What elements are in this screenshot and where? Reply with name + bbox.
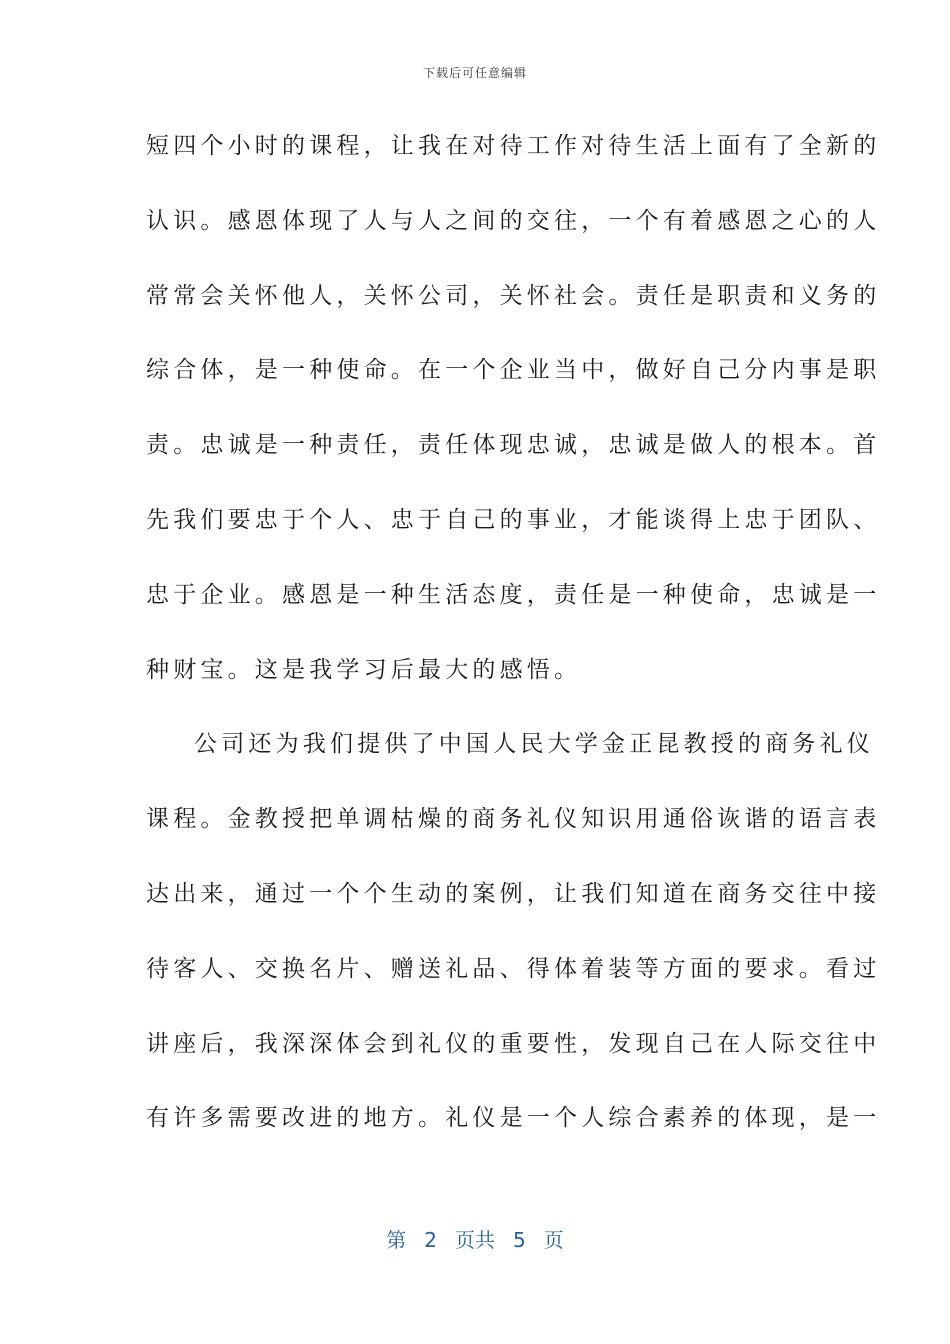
footer-suffix: 页 — [543, 1228, 564, 1252]
text-line: 先我们要忠于个人、忠于自己的事业，才能谈得上忠于团队、 — [146, 506, 881, 533]
current-page-number: 2 — [424, 1228, 437, 1252]
text-line: 综合体，是一种使命。在一个企业当中，做好自己分内事是职 — [146, 357, 881, 384]
footer-middle: 页共 — [455, 1228, 495, 1252]
text-line: 忠于企业。感恩是一种生活态度，责任是一种使命，忠诚是一 — [146, 581, 881, 608]
text-line: 达出来，通过一个个生动的案例，让我们知道在商务交往中接 — [146, 880, 881, 907]
text-line: 待客人、交换名片、赠送礼品、得体着装等方面的要求。看过 — [146, 955, 881, 982]
text-line: 讲座后，我深深体会到礼仪的重要性，发现自己在人际交往中 — [146, 1030, 881, 1057]
text-line: 常常会关怀他人，关怀公司，关怀社会。责任是职责和义务的 — [146, 282, 881, 309]
text-line: 课程。金教授把单调枯燥的商务礼仪知识用通俗诙谐的语言表 — [146, 806, 881, 833]
text-line: 短四个小时的课程，让我在对待工作对待生活上面有了全新的 — [146, 133, 881, 159]
text-line: 责。忠诚是一种责任，责任体现忠诚，忠诚是做人的根本。首 — [146, 432, 881, 459]
page-number-footer — [0, 1224, 950, 1253]
text-line: 有许多需要改进的地方。礼仪是一个人综合素养的体现，是一 — [146, 1105, 881, 1132]
header-note: 下载后可任意编辑 — [422, 66, 527, 80]
text-line: 认识。感恩体现了人与人之间的交往，一个有着感恩之心的人 — [146, 207, 881, 234]
total-pages-number: 5 — [513, 1228, 526, 1252]
document-body — [146, 120, 881, 1167]
paragraph-start-line: 公司还为我们提供了中国人民大学金正昆教授的商务礼仪 — [194, 731, 874, 758]
text-line: 种财宝。这是我学习后最大的感悟。 — [146, 656, 582, 683]
footer-prefix: 第 — [386, 1228, 407, 1252]
